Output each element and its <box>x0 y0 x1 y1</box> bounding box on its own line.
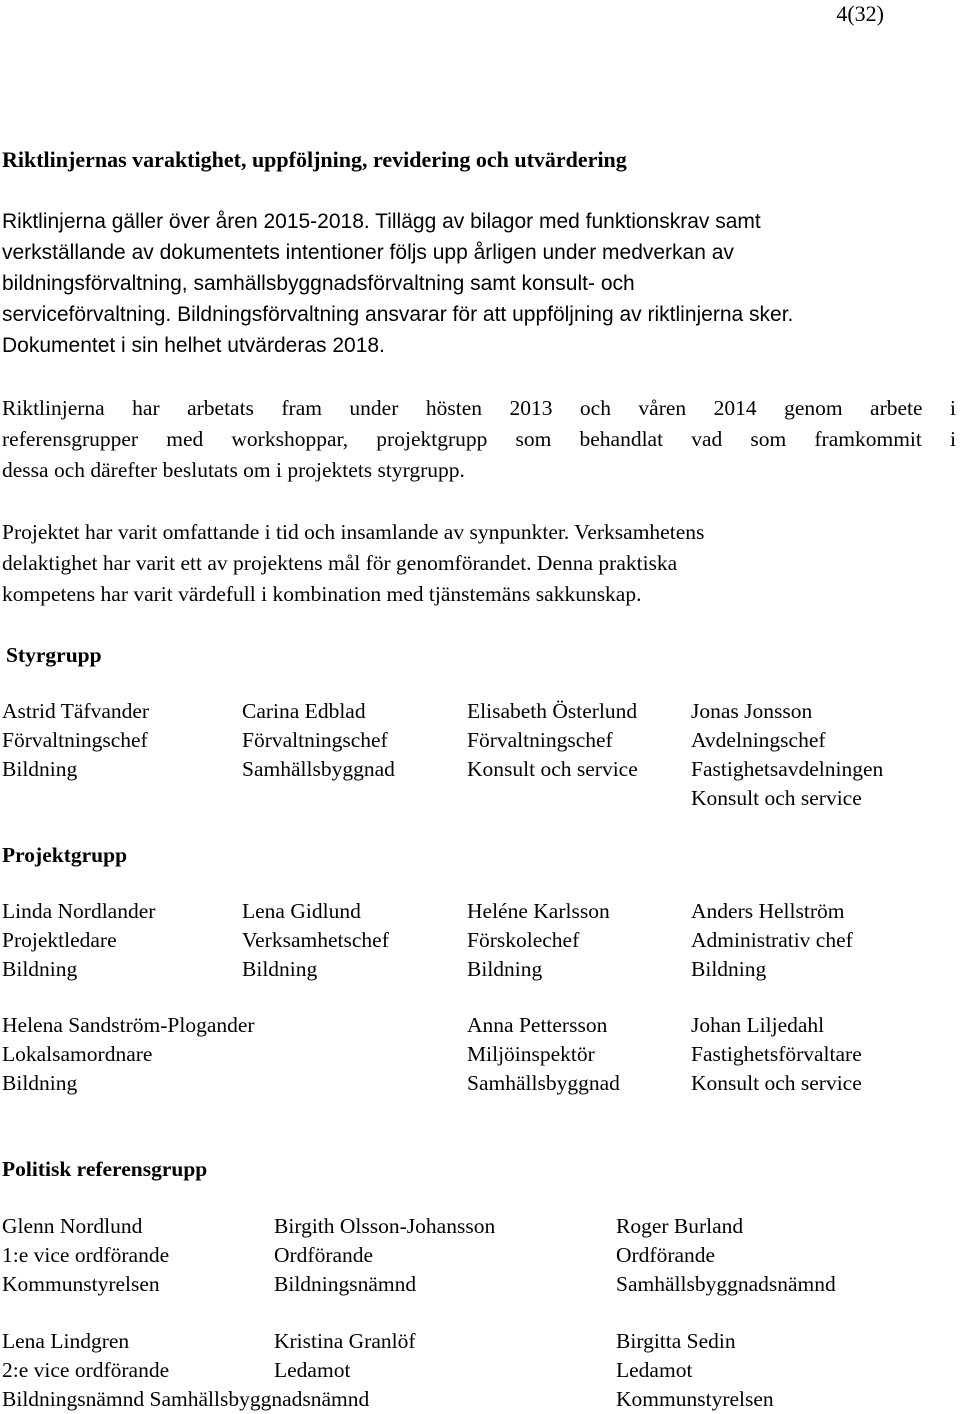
member-role: Lokalsamordnare <box>2 1042 153 1066</box>
page-number: 4(32) <box>836 1 884 26</box>
member-unit: Bildning <box>691 957 767 981</box>
member-role: Verksamhetschef <box>242 928 389 952</box>
politisk-member <box>274 1327 416 1385</box>
politisk-member <box>274 1212 495 1299</box>
projektgrupp-member <box>691 1011 862 1098</box>
member-name: Anders Hellström <box>691 899 845 923</box>
member-name: Jonas Jonsson <box>691 699 813 723</box>
politisk-member <box>2 1212 169 1299</box>
member-unit: Konsult och service <box>691 786 862 810</box>
member-unit: Bildning <box>2 757 78 781</box>
member-unit: Bildning <box>242 957 318 981</box>
member-role: Förvaltningschef <box>242 728 388 752</box>
member-unit: Kommunstyrelsen <box>616 1387 774 1411</box>
member-role: Ledamot <box>274 1358 351 1382</box>
member-unit: Bildning <box>2 957 78 981</box>
member-unit: Bildningsnämnd Samhällsbyggnadsnämnd <box>2 1387 370 1411</box>
projektgrupp-member <box>242 897 389 984</box>
paragraph-line: Dokumentet i sin helhet utvärderas 2018. <box>2 334 385 357</box>
politisk-member <box>616 1327 774 1414</box>
member-unit: Konsult och service <box>691 1071 862 1095</box>
member-name: Birgitta Sedin <box>616 1329 736 1353</box>
member-name: Carina Edblad <box>242 699 366 723</box>
member-name: Glenn Nordlund <box>2 1214 143 1238</box>
member-unit: Bildningsnämnd <box>274 1272 417 1296</box>
member-role: Ledamot <box>616 1358 693 1382</box>
styrgrupp-member <box>691 697 883 813</box>
member-name: Helena Sandström-Plogander <box>2 1013 255 1037</box>
member-name: Johan Liljedahl <box>691 1013 825 1037</box>
projektgrupp-member <box>691 897 853 984</box>
paragraph-line: dessa och därefter beslutats om i projektets styrgrupp. <box>2 458 465 482</box>
projektgrupp-title: Projektgrupp <box>2 843 128 867</box>
projektgrupp-member <box>2 1011 255 1098</box>
member-role: Förvaltningschef <box>2 728 148 752</box>
member-unit: Kommunstyrelsen <box>2 1272 160 1296</box>
member-role: Administrativ chef <box>691 928 853 952</box>
styrgrupp-member <box>2 697 149 784</box>
member-role: Fastighetsförvaltare <box>691 1042 862 1066</box>
member-unit: Samhällsbyggnadsnämnd <box>616 1272 836 1296</box>
member-role: Förvaltningschef <box>467 728 613 752</box>
member-name: Anna Pettersson <box>467 1013 608 1037</box>
paragraph-line: Riktlinjerna har arbetats fram under hösten 2013 och våren 2014 genom arbete i <box>2 396 956 420</box>
projektgrupp-member <box>467 1011 620 1098</box>
paragraph-line: serviceförvaltning. Bildningsförvaltning ansvarar för att uppföljning av riktlinjerna sker. <box>2 303 794 326</box>
member-role: 2:e vice ordförande <box>2 1358 170 1382</box>
member-role: 1:e vice ordförande <box>2 1243 170 1267</box>
projektgrupp-member <box>2 897 155 984</box>
member-name: Heléne Karlsson <box>467 899 610 923</box>
member-role: Miljöinspektör <box>467 1042 595 1066</box>
member-name: Roger Burland <box>616 1214 744 1238</box>
paragraph-line: Projektet har varit omfattande i tid och insamlande av synpunkter. Verksamhetens <box>2 520 705 544</box>
member-unit: Fastighetsavdelningen <box>691 757 884 781</box>
paragraph-line: referensgrupper med workshoppar, projektgrupp som behandlat vad som framkommit i <box>2 427 956 451</box>
paragraph-3 <box>2 517 956 610</box>
paragraph-line: delaktighet har varit ett av projektens mål för genomförandet. Denna praktiska <box>2 551 678 575</box>
member-unit: Bildning <box>467 957 543 981</box>
member-role: Ordförande <box>274 1243 374 1267</box>
member-name: Birgith Olsson-Johansson <box>274 1214 496 1238</box>
politisk-member <box>616 1212 836 1299</box>
member-role: Avdelningschef <box>691 728 826 752</box>
styrgrupp-title: Styrgrupp <box>6 643 102 667</box>
paragraph-line: Riktlinjerna gäller över åren 2015-2018. Tillägg av bilagor med funktionskrav samt <box>2 210 761 233</box>
member-unit: Konsult och service <box>467 757 638 781</box>
member-role: Förskolechef <box>467 928 580 952</box>
section-heading: Riktlinjernas varaktighet, uppföljning, revidering och utvärdering <box>2 147 627 172</box>
member-unit: Samhällsbyggnad <box>467 1071 620 1095</box>
member-name: Linda Nordlander <box>2 899 156 923</box>
member-role: Projektledare <box>2 928 117 952</box>
paragraph-line: verkställande av dokumentets intentioner följs upp årligen under medverkan av <box>2 241 734 264</box>
styrgrupp-member <box>242 697 395 784</box>
politisk-title: Politisk referensgrupp <box>2 1157 208 1181</box>
styrgrupp-member <box>467 697 638 784</box>
member-name: Elisabeth Österlund <box>467 699 638 723</box>
paragraph-2 <box>2 393 956 486</box>
projektgrupp-member <box>467 897 610 984</box>
paragraph-1 <box>2 206 956 361</box>
paragraph-line: kompetens har varit värdefull i kombination med tjänstemäns sakkunskap. <box>2 582 642 606</box>
paragraph-line: bildningsförvaltning, samhällsbyggnadsförvaltning samt konsult- och <box>2 272 635 295</box>
member-name: Lena Lindgren <box>2 1329 130 1353</box>
member-unit: Bildning <box>2 1071 78 1095</box>
member-name: Kristina Granlöf <box>274 1329 416 1353</box>
member-name: Lena Gidlund <box>242 899 361 923</box>
member-unit: Samhällsbyggnad <box>242 757 395 781</box>
member-name: Astrid Täfvander <box>2 699 150 723</box>
member-role: Ordförande <box>616 1243 716 1267</box>
